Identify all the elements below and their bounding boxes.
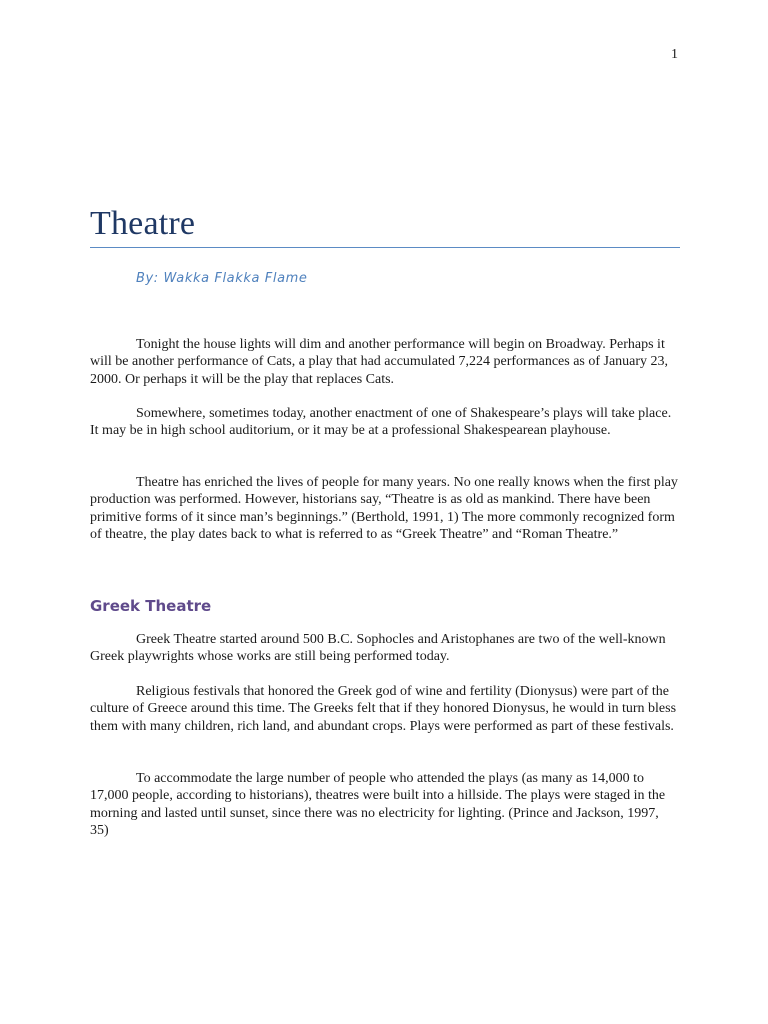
intro-paragraph-1-block bbox=[90, 336, 680, 388]
intro-paragraph-3-block bbox=[90, 474, 680, 543]
greek-paragraph-3-block bbox=[90, 770, 680, 839]
document-title: Theatre bbox=[90, 205, 196, 242]
author-byline: By: Wakka Flakka Flame bbox=[136, 271, 308, 286]
section-heading-greek-theatre: Greek Theatre bbox=[90, 597, 212, 615]
intro-paragraph-2-block bbox=[90, 405, 680, 440]
greek-paragraph-2: Religious festivals that honored the Greek god of wine and fertility (Dionysus) were part of the culture of Greece around this time. The Greeks felt that if they honored Dionysus, he would in turn bless them with many children, rich land, and abundant crops. Plays were performed as part of these festivals. bbox=[90, 684, 677, 734]
intro-paragraph-1: Tonight the house lights will dim and another performance will begin on Broadway. Perhaps it will be another performance of Cats, a play that had accumulated 7,224 performances as of January 23, 2000. Or perhaps it will be the play that replaces Cats. bbox=[90, 337, 669, 387]
greek-paragraph-1-block bbox=[90, 631, 680, 666]
page-number: 1 bbox=[671, 47, 678, 62]
intro-paragraph-3: Theatre has enriched the lives of people for many years. No one really knows when the first play production was performed. However, historians say, “Theatre is as old as mankind. There have been primitive forms of it since man’s beginnings.” (Berthold, 1991, 1) The more commonly recognized form of theatre, the play dates back to what is referred to as “Greek Theatre” and “Roman Theatre.” bbox=[90, 475, 678, 542]
title-underline bbox=[90, 247, 680, 248]
intro-paragraph-2: Somewhere, sometimes today, another enactment of one of Shakespeare’s plays will take place. It may be in high school auditorium, or it may be at a professional Shakespearean playhouse. bbox=[90, 406, 672, 439]
greek-paragraph-3: To accommodate the large number of people who attended the plays (as many as 14,000 to 17,000 people, according to historians), theatres were built into a hillside. The plays were staged in the morning and lasted until sunset, since there was no electricity for lighting. (Prince and Jackson, 1997, 35) bbox=[90, 771, 666, 838]
greek-paragraph-2-block bbox=[90, 683, 680, 735]
greek-paragraph-1: Greek Theatre started around 500 B.C. Sophocles and Aristophanes are two of the well-known Greek playwrights whose works are still being performed today. bbox=[90, 632, 666, 665]
